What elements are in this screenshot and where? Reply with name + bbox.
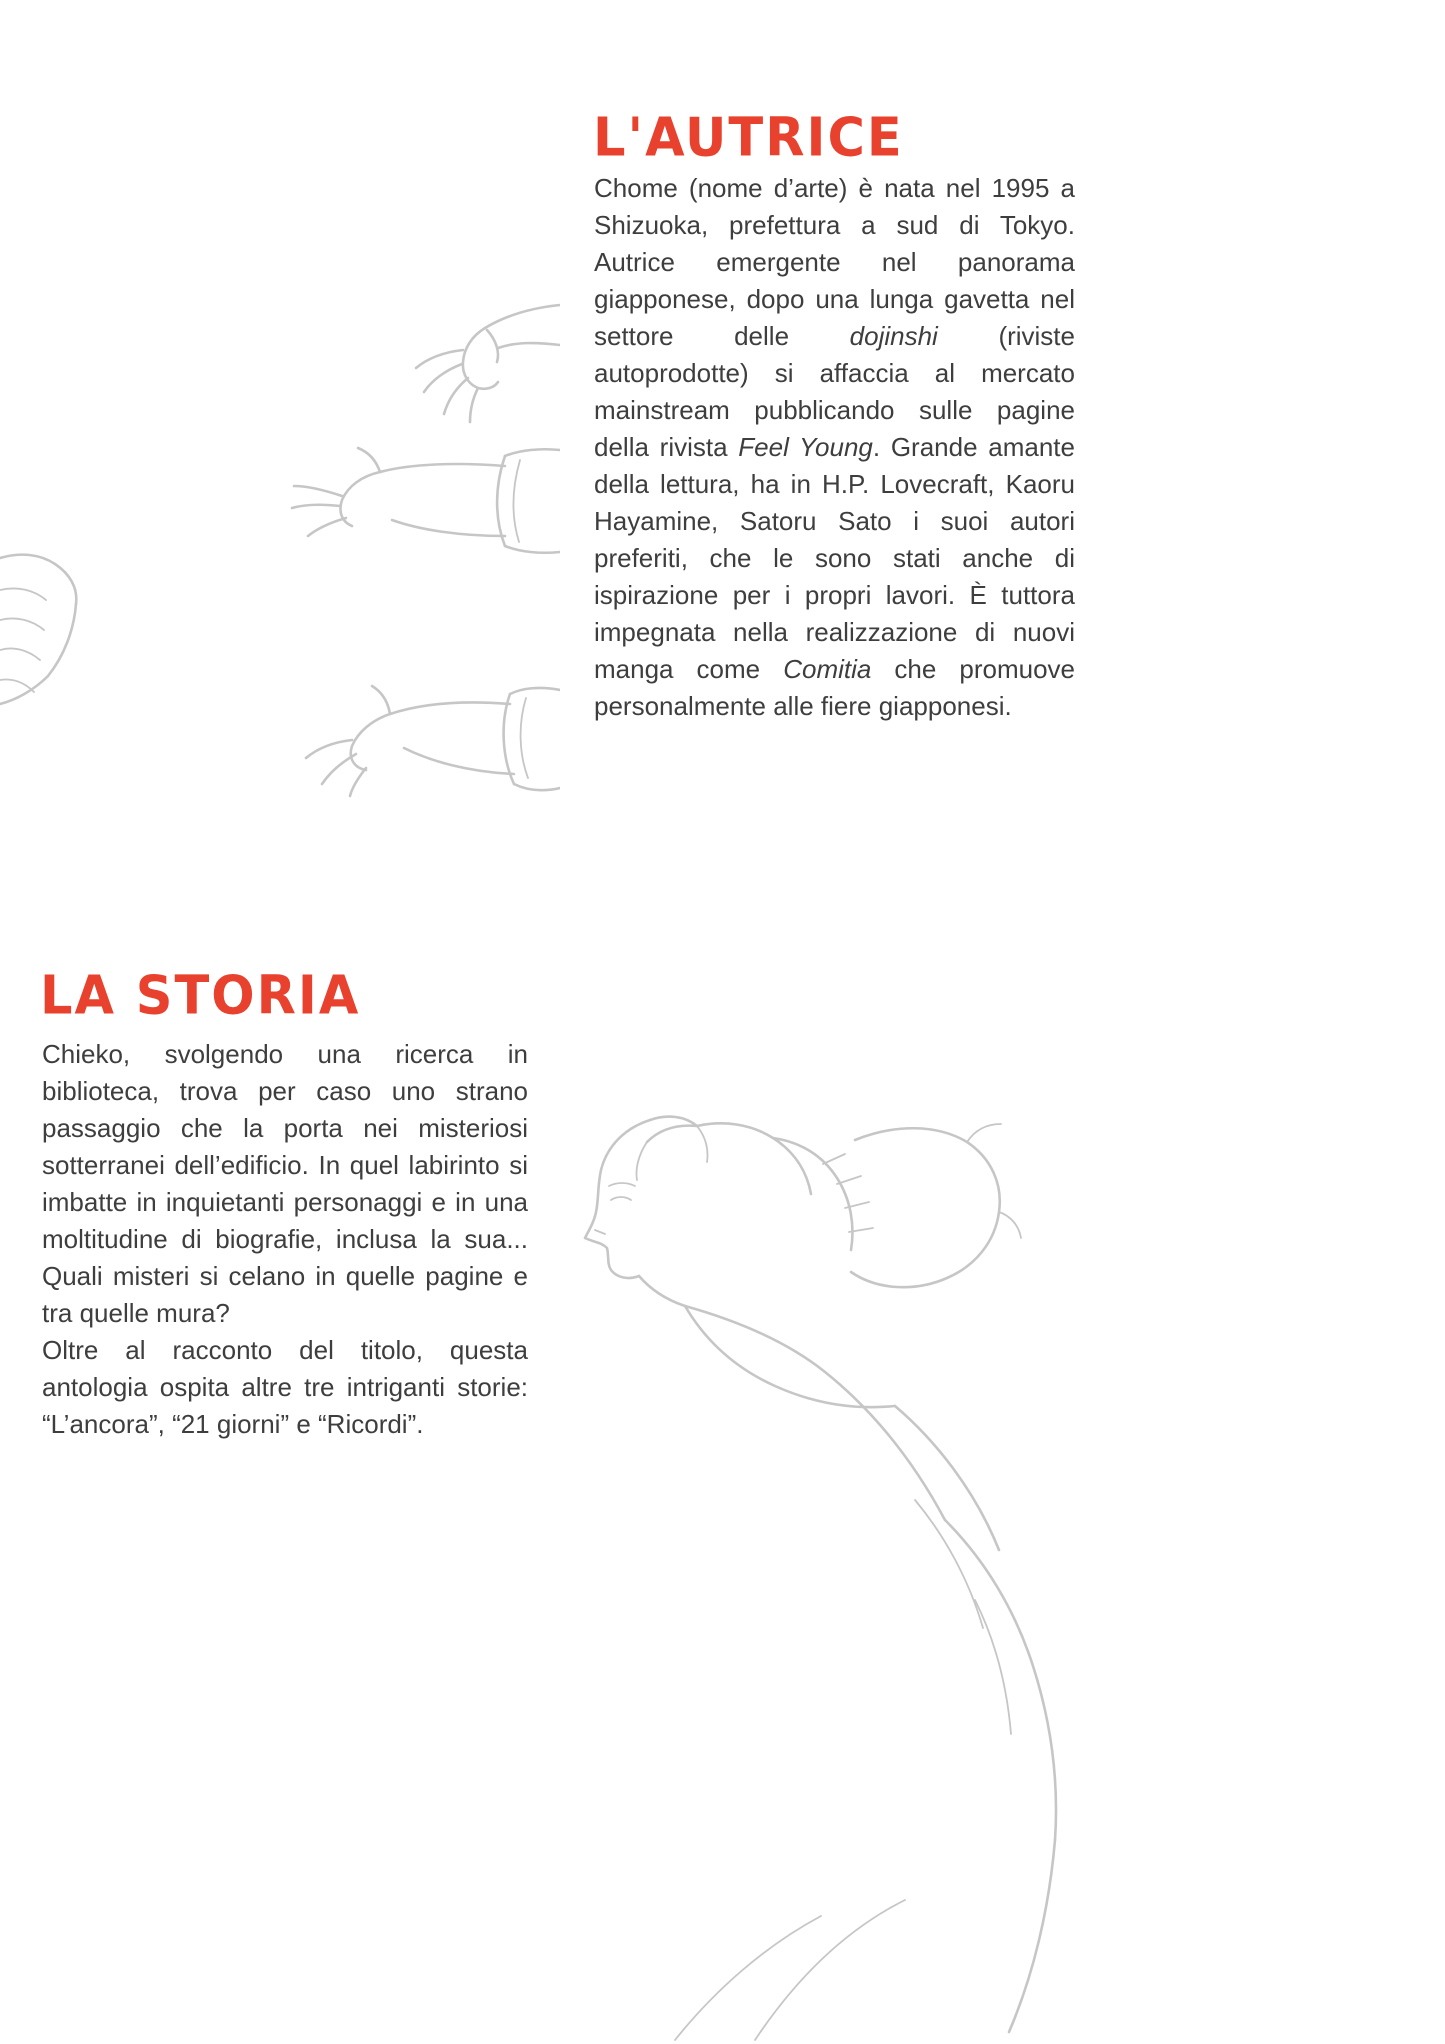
- story-paragraph: Oltre al racconto del titolo, questa antologia ospita altre tre intriganti storie: “L’ancora”, “21 giorni” e “Ricordi”.: [42, 1335, 528, 1439]
- text-segment: (riviste autoprodotte) si affaccia al mercato mainstream pubblicando sulle pagine della rivista: [594, 321, 1075, 462]
- girl-braid-illustration: [555, 1080, 1100, 2044]
- reaching-hands-illustration: [0, 290, 560, 810]
- story-synopsis: [42, 1036, 528, 1443]
- italic-text-segment: dojinshi: [849, 321, 938, 351]
- story-section-title: LA STORIA: [40, 965, 361, 1028]
- text-segment: che promuove personalmente alle fiere giapponesi.: [594, 654, 1075, 721]
- italic-text-segment: Feel Young: [738, 432, 873, 462]
- italic-text-segment: Comitia: [783, 654, 872, 684]
- author-bio-paragraph: [594, 170, 1075, 725]
- text-segment: Chome (nome d’arte) è nata nel 1995 a Shizuoka, prefettura a sud di Tokyo. Autrice emergente nel panorama giapponese, dopo una lunga gavetta nel settore delle: [594, 173, 1075, 351]
- text-segment: . Grande amante della lettura, ha in H.P. Lovecraft, Kaoru Hayamine, Satoru Sato i suoi autori preferiti, che le sono stati anche di ispirazione per i propri lavori. È tuttora impegnata nella realizzazione di nuovi manga come: [594, 432, 1075, 684]
- story-paragraph: Chieko, svolgendo una ricerca in biblioteca, trova per caso uno strano passaggio che la porta nei misteriosi sotterranei dell’edificio. In quel labirinto si imbatte in inquietanti personaggi e in una moltitudine di biografie, inclusa la sua... Quali misteri si celano in quelle pagine e tra quelle mura?: [42, 1039, 528, 1328]
- author-section-title: L'AUTRICE: [593, 107, 904, 170]
